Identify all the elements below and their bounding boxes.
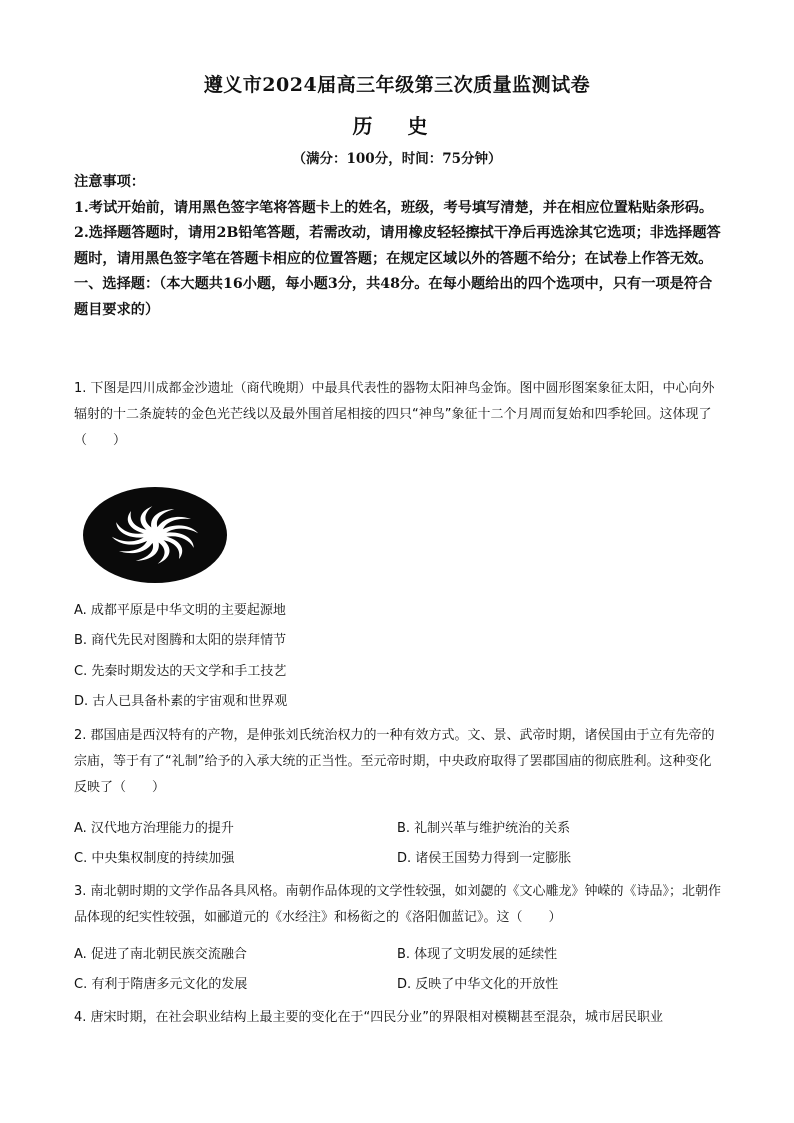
q3-option-d[interactable]: D. 反映了中华文化的开放性	[397, 977, 559, 992]
question-1	[74, 376, 724, 454]
question-4-stem: 4. 唐宋时期，在社会职业结构上最主要的变化在于“四民分业”的界限相对模糊甚至混杂，城市居民职业	[74, 1010, 664, 1025]
subject-title: 历 史	[352, 114, 442, 138]
sun-bird-gold-ornament-icon	[82, 486, 228, 584]
q1-option-a[interactable]: A. 成都平原是中华文明的主要起源地	[74, 603, 286, 618]
exam-info: （满分：100分，时间：75分钟）	[292, 151, 502, 167]
q2-option-c[interactable]: C. 中央集权制度的持续加强	[74, 851, 235, 866]
q2-option-b[interactable]: B. 礼制兴革与维护统治的关系	[397, 821, 571, 836]
notice-item-1: 1.考试开始前，请用黑色签字笔将答题卡上的姓名，班级，考号填写清楚，并在相应位置粘贴条形码。	[74, 199, 714, 216]
notice-heading: 注意事项：	[74, 174, 145, 190]
exam-title: 遵义市2024届高三年级第三次质量监测试卷	[203, 74, 591, 96]
q1-option-d[interactable]: D. 古人已具备朴素的宇宙观和世界观	[74, 694, 288, 709]
q2-option-a[interactable]: A. 汉代地方治理能力的提升	[74, 821, 234, 836]
question-2	[74, 723, 724, 801]
notice-item-2: 2.选择题答题时，请用2B铅笔答题，若需改动，请用橡皮轻轻擦拭干净后再选涂其它选项；非选择题答题时，请用黑色签字笔在答题卡相应的位置答题；在规定区域以外的答题不给分；在试卷上作答无效。	[74, 225, 721, 267]
q3-option-b[interactable]: B. 体现了文明发展的延续性	[397, 947, 558, 962]
q1-option-b[interactable]: B. 商代先民对图腾和太阳的崇拜情节	[74, 633, 287, 648]
question-4	[74, 1005, 724, 1031]
q2-option-d[interactable]: D. 诸侯王国势力得到一定膨胀	[397, 851, 572, 866]
notice-block	[74, 170, 724, 323]
q3-option-c[interactable]: C. 有利于隋唐多元文化的发展	[74, 977, 248, 992]
question-2-stem: 2. 郡国庙是西汉特有的产物，是伸张刘氏统治权力的一种有效方式。文、景、武帝时期，诸侯国由于立有先帝的宗庙，等于有了“礼制”给予的入承大统的正当性。至元帝时期，中央政府取得了罢郡国庙的彻底胜利。这种变化反映了（ ）	[74, 728, 715, 795]
question-3	[74, 879, 724, 931]
question-1-stem: 1. 下图是四川成都金沙遗址（商代晚期）中最具代表性的器物太阳神鸟金饰。图中圆形图案象征太阳，中心向外辐射的十二条旋转的金色光芒线以及最外围首尾相接的四只“神鸟”象征十二个月周而复始和四季轮回。这体现了（ ）	[74, 381, 715, 448]
q3-option-a[interactable]: A. 促进了南北朝民族交流融合	[74, 947, 247, 962]
section-heading: 一、选择题：（本大题共16小题，每小题3分，共48分。在每小题给出的四个选项中，只有一项是符合题目要求的）	[74, 276, 713, 318]
question-3-stem: 3. 南北朝时期的文学作品各具风格。南朝作品体现的文学性较强，如刘勰的《文心雕龙》钟嵘的《诗品》；北朝作品体现的纪实性较强，如郦道元的《水经注》和杨衒之的《洛阳伽蓝记》。这（ ）	[74, 884, 722, 925]
q1-option-c[interactable]: C. 先秦时期发达的天文学和手工技艺	[74, 664, 287, 679]
